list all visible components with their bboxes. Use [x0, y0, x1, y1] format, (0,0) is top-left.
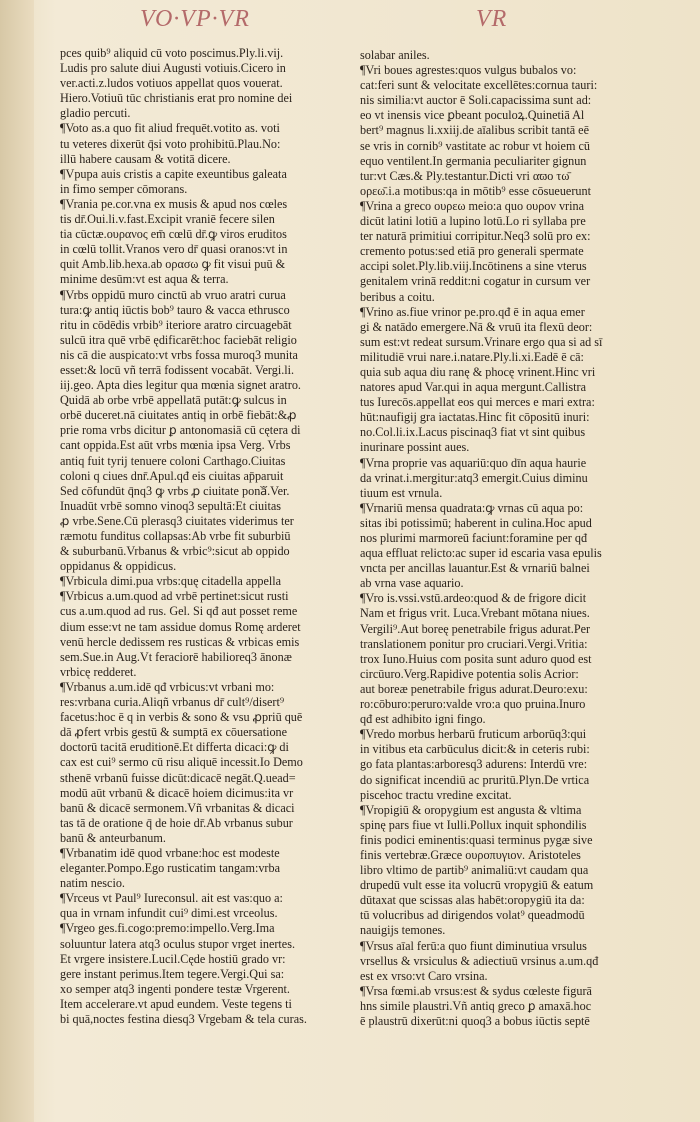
text-line: ¶Voto as.a quo fit aliud frequēt.votito as. voti [60, 121, 280, 136]
text-line: equo ventilent.In germania peculiariter gignun [360, 153, 587, 168]
text-line: dicūt latini lotiū a lupino lotū.Lo ri syllaba pre [360, 214, 586, 229]
text-line: inurinare possint aues. [360, 440, 470, 455]
text-line: Et vrgere insistere.Lucil.Cęde hostiū grado vr: [60, 951, 286, 966]
text-line: oppidanus & oppidicus. [60, 559, 177, 574]
text-line: venū hercle dedissem res rusticas & vrbicas emis [60, 634, 300, 649]
text-line: ¶Vrino as.fiue vrinor pe.pro.qđ ē in aqua emer [360, 304, 585, 319]
text-line: aqua effluat relicto:ac super id escaria vasa epulis [360, 546, 602, 561]
text-line: ¶Vrnariū mensa quadrata:ꝙ vrnas cū aqua po: [360, 500, 584, 515]
text-line: vncta per ancillas lauantur.Est & vrnariū balnei [360, 561, 590, 576]
text-line: quit Amb.lib.hexa.ab ορασω ꝙ fit visui puū & [60, 257, 286, 272]
text-line: cant oppida.Est aūt vrbs mœnia ipsa Verg. Vrbs [60, 438, 291, 453]
text-line: ¶Vrania pe.cor.vna ex musis & apud nos cœles [60, 196, 288, 211]
text-line: minime desūm:vt est aqua & terra. [60, 272, 229, 287]
text-line: banū & anteurbanum. [60, 830, 166, 845]
text-line: nis similia:vt auctor ē Soli.capacissima sunt ad: [360, 93, 592, 108]
text-line: hūt:naufigij gra iactatas.Hinc fit cōpositū inuri: [360, 410, 590, 425]
text-line: ro:cōburo:peruro:valde vro:a quo pruina.Inuro [360, 697, 586, 712]
text-line: eleganter.Pompo.Ego rusticatim tangam:vrba [60, 861, 280, 876]
right-text-column [360, 48, 642, 1029]
text-line: Sed cōfundūt q̄nq3 ꝙ vrbs ꝓ ciuitate ponaᷓ.Ver. [60, 483, 290, 498]
text-line: & suburbanū.Vrbanus & vrbic⁹:sicut ab oppido [60, 544, 290, 559]
text-line: sulcū itra quē vrbē ędificarēt:hoc faciebāt religio [60, 332, 297, 347]
text-line: cax est cui⁹ sermo cū risu aliquē incessit.Io Demo [60, 755, 303, 770]
text-line: tiuum est vrnula. [360, 485, 443, 500]
text-line: quia sub aqua diu ranę & phocę vrinent.Hinc vri [360, 364, 596, 379]
text-line: esset:& locū vñ terrā fodissent vocabāt. Vergi.li. [60, 362, 295, 377]
text-line: ꝓ vrbe.Sene.Cū plerasq3 ciuitates viderimus ter [60, 513, 294, 528]
text-line: spinę pars fiue vt Iulli.Pollux inquit sphondilis [360, 817, 587, 832]
text-line: tas tā de oratione q̄ de hoie dr̄.Ab vrbanus subur [60, 815, 293, 830]
text-line: ¶Vropigiū & oropygium est angusta & vltima [360, 802, 582, 817]
text-line: sitas ibi potissimū; haberent in culina.Hoc apud [360, 515, 592, 530]
text-line: soluuntur latera atq3 oculus stupor vrget inertes. [60, 936, 296, 951]
text-line: in cœlū tollit.Vranos vero dr̄ quasi oranos:vt in [60, 242, 288, 257]
text-line: tura:ꝙ antiq iūctis bob⁹ tauro & vacca ethrusco [60, 302, 290, 317]
text-line: ¶Vrbs oppidū muro cinctū ab vruo aratri curua [60, 287, 286, 302]
text-line: gi & natādo emergere.Nā & vruū ita flexū deor: [360, 319, 593, 334]
text-line: beribus a coitu. [360, 289, 435, 304]
text-line: ¶Vrbanus a.um.idē qđ vrbicus:vt vrbani mo: [60, 679, 275, 694]
text-line: antiq fuit tyrij tenuere coloni Carthago.Ciuitas [60, 453, 286, 468]
text-line: gere instant perimus.Item tegere.Vergi.Qui sa: [60, 966, 285, 981]
text-line: militudiē vrui nare.i.natare.Ply.li.xi.Eadē ē cā: [360, 349, 584, 364]
text-line: ter naturā primitiui corripitur.Neq3 solū pro ex: [360, 229, 591, 244]
text-line: ¶Vrina a greco ουρεω meio:a quo ουρον vrina [360, 198, 584, 213]
text-line: libro vltimo de partib⁹ animaliū:vt caudam qua [360, 863, 589, 878]
text-line: ¶Vrgeo ges.fi.cogo:premo:impello.Verg.Ima [60, 921, 275, 936]
text-line: tu veteres dixerūt q̄si voto prohibitū.Plau.No: [60, 136, 281, 151]
text-line: ver.acti.z.ludos votiuos appellat quos vouerat. [60, 76, 283, 91]
text-line: facetus:hoc ē q in verbis & sono & vsu ꝓpriū quē [60, 710, 303, 725]
text-line: sem.Sue.in Aug.Vt feraciorē habilioreq3 ānonæ [60, 649, 292, 664]
text-line: tus Iurecōs.appellat eos qui merces e mari extra: [360, 395, 595, 410]
text-line: go fata plantas:arboresq3 adurens: Interdū vre: [360, 757, 588, 772]
text-line: nauigijs temones. [360, 923, 446, 938]
text-line: ορεω̄.i.a motibus:qa in mōtib⁹ esse cōsueuerunt [360, 183, 591, 198]
text-line: ¶Vrsa fœmi.ab vrsus:est & sydus cœleste figurā [360, 983, 592, 998]
text-line: bi quā,noctes festina diesq3 Vrgebam & tela curas. [60, 1012, 307, 1026]
text-line: ¶Vro is.vssi.vstū.ardeo:quod & de frigore dicit [360, 591, 587, 606]
text-line: Quidā ab orbe vrbē appellatā putāt:ꝙ sulcus in [60, 393, 287, 408]
text-line: tū volucribus ad dirigendos volat⁹ queadmodū [360, 908, 585, 923]
text-line: solabar aniles. [360, 48, 430, 62]
text-line: in vitibus eta carbūculus dicit:& in ceteris rubi: [360, 742, 590, 757]
text-line: Vergili⁹.Aut boreę penetrabile frigus adurat.Per [360, 621, 591, 636]
running-head-right: VR [476, 6, 508, 32]
text-line: ¶Vrceus vt Paul⁹ Iureconsul. ait est vas:quo a: [60, 891, 283, 906]
text-line: est ex vrso:vt Caro vrsina. [360, 968, 488, 983]
text-line: ¶Vrna proprie vas aquariū:quo dīn aqua haurie [360, 455, 587, 470]
text-line: Item accelerare.vt apud eundem. Veste tegens ti [60, 996, 292, 1011]
text-line: drupedū vult esse ita volucrū vropygiū & eatum [360, 878, 594, 893]
text-line: in fimo semper cōmorans. [60, 181, 188, 196]
running-head-left: VO·VP·VR [140, 6, 250, 32]
text-line: dā ꝓfert vrbis gestū & sumptā ex cōuersatione [60, 725, 288, 740]
text-line: se vris in cornib⁹ vastitate ac robur vt hoiem cū [360, 138, 590, 153]
text-line: cremento potus:sed etiā pro generali spermate [360, 244, 584, 259]
text-line: nos plurimi marmoreū faciunt:foramine per qđ [360, 531, 588, 545]
text-line: bert⁹ magnus li.xxiij.de aīalibus scribit tantā eē [360, 123, 589, 138]
text-line: ¶Vrbicula dimi.pua vrbs:quę citadella appellaᷓ [60, 574, 291, 589]
text-line: tur:vt Cæs.& Ply.testantur.Dicti vri αϖο τω̄ [360, 168, 570, 183]
text-line: do significat incendiū ac pruritū.Plyn.De vrtica [360, 772, 590, 787]
text-line: illū habere causam & votitā dicere. [60, 151, 231, 166]
text-line: cat:feri sunt & velocitate excellētes:cornua tauri: [360, 78, 598, 93]
text-line: Nam et frigus vrit. Luca.Vrebant mōtana niues. [360, 606, 590, 621]
text-line: qua in vrnam infundit cui⁹ dimi.est vrceolus. [60, 906, 278, 921]
page-gutter [0, 0, 34, 1122]
text-line: iij.geo. Apta dies legitur qua mœnia signet aratro. [60, 378, 301, 393]
text-line: modū aūt vrbanū & dicacē hoiem dicimus:ita vr [60, 785, 294, 800]
left-text-column [60, 46, 342, 1027]
text-line: ab vrna vase aquario. [360, 576, 464, 591]
text-line: orbē duceret.nā ciuitates antiq in orbē fiebāt:&ꝓ [60, 408, 297, 423]
text-line: trox Iuno.Huius com posita sunt aduro quod est [360, 651, 592, 666]
text-line: qđ est adhibito igni fingo. [360, 712, 486, 727]
text-line: aut boreæ penetrabile frigus adurat.Deuro:exu: [360, 681, 588, 696]
text-line: coloni q ciues dnr̄.Apul.qđ eis ciuitas ap̄paruit [60, 468, 284, 483]
text-line: ¶Vri boues agrestes:quos vulgus bubalos vo: [360, 63, 577, 78]
text-line: piscehoc tractu vredine excitat. [360, 787, 512, 802]
text-line: circūuro.Verg.Rapidive potentia solis Acrior: [360, 666, 579, 681]
text-line: natim nescio. [60, 876, 125, 891]
text-line: tia cūctæ.ουρανος em̄ cœlū dr̄.ꝙ viros eruditos [60, 227, 287, 242]
text-line: finis podici eminentis:quasi terminus pygæ sive [360, 832, 593, 847]
text-line: tis dr̄.Oui.li.v.fast.Excipit vraniē fecere silen [60, 212, 275, 227]
text-line: da vrinat.i.mergitur:atq3 emergit.Cuius diminu [360, 470, 588, 485]
text-line: gladio percuti. [60, 106, 131, 121]
text-line: ¶Vrsus aīal ferū:a quo fiunt diminutiua vrsulus [360, 938, 587, 953]
text-line: doctorū tacitā eruditionē.Et differta dicaci:ꝙ di [60, 740, 289, 755]
text-line: ¶Vpupa auis cristis a capite exeuntibus galeata [60, 166, 287, 181]
text-line: Hiero.Votiuū tūc christianis erat pro nomine dei [60, 91, 293, 106]
text-line: prie roma vrbs dicitur ꝑ antonomasiā cū cętera di [60, 423, 301, 438]
text-line: ¶Vredo morbus herbarū fruticum arborūq3:qui [360, 727, 587, 742]
text-line: sum est:vt redeat sursum.Vrinare ergo qua si ad sī [360, 334, 603, 349]
text-line: banū & dicacē sermonem.Vñ vrbanitas & dicaci [60, 800, 295, 815]
text-line: xo semper atq3 ingenti pondere testæ Vrgerent. [60, 981, 290, 996]
text-line: ¶Vrbanatim idē quod vrbane:hoc est modeste [60, 845, 280, 860]
text-line: dūtaxat que scissas alas habēt:oropygiū ita da: [360, 893, 585, 908]
text-line: nis cā die auspicato:vt vrbs fossa muroq3 munita [60, 347, 298, 362]
text-line: vrbicę redderet. [60, 664, 137, 679]
text-line: genitalem vrinā reddit:ni cogatur in cursum ver [360, 274, 591, 289]
text-line: eo vt inensis vice ꝑbeant poculoꝝ.Quinetiā Al [360, 108, 585, 123]
text-line: ¶Vrbicus a.um.quod ad vrbē pertinet:sicut rusti [60, 589, 289, 604]
text-line: accipi solet.Ply.lib.viij.Incōtinens a sine vterus [360, 259, 587, 274]
text-line: translationem ponitur pro cruciari.Vergi.Vritia: [360, 636, 588, 651]
text-line: res:vrbana curia.Aliqñ vrbanus dr̄ cult⁹/disert⁹ [60, 695, 285, 710]
text-line: hns simile plaustri.Vñ antiq greco ꝑ amaxā.hoc [360, 998, 592, 1013]
text-line: cus a.um.quod ad rus. Gel. Si qđ aut posset reme [60, 604, 298, 619]
text-line: no.Col.li.ix.Lacus piscinaq3 fiat vt sint quibus [360, 425, 586, 440]
text-line: ritu in cōdēdis vrbib⁹ iteriore aratro circuagebāt [60, 317, 292, 332]
text-line: ē plaustrū dixerūt:ni quoq3 a bobus iūctis septē [360, 1014, 590, 1028]
text-line: Ludis pro salute diui Augusti votiuis.Cicero in [60, 61, 286, 76]
text-line: ræmotu funditus collapsas:Ab vrbe fit suburbiū [60, 529, 291, 543]
text-line: sthenē vrbanū fuisse dicūt:dicacē negāt.Q.uead= [60, 770, 296, 785]
text-line: dium esse:vt ne tam assidue domus Romę arderet [60, 619, 301, 634]
text-line: finis vertebræ.Græce ουροπυγιον. Aristoteles [360, 847, 581, 862]
text-line: natores apud Var.qui in aqua mergunt.Callistra [360, 380, 586, 395]
text-line: vrsellus & vrsiculus & adiectiuū vrsinus a.um.qđ [360, 953, 599, 968]
text-line: pces quib⁹ aliquid cū voto poscimus.Ply.li.vij. [60, 46, 284, 60]
text-line: Inuadūt vrbē somno vinoq3 sepultā:Et ciuitas [60, 498, 282, 513]
